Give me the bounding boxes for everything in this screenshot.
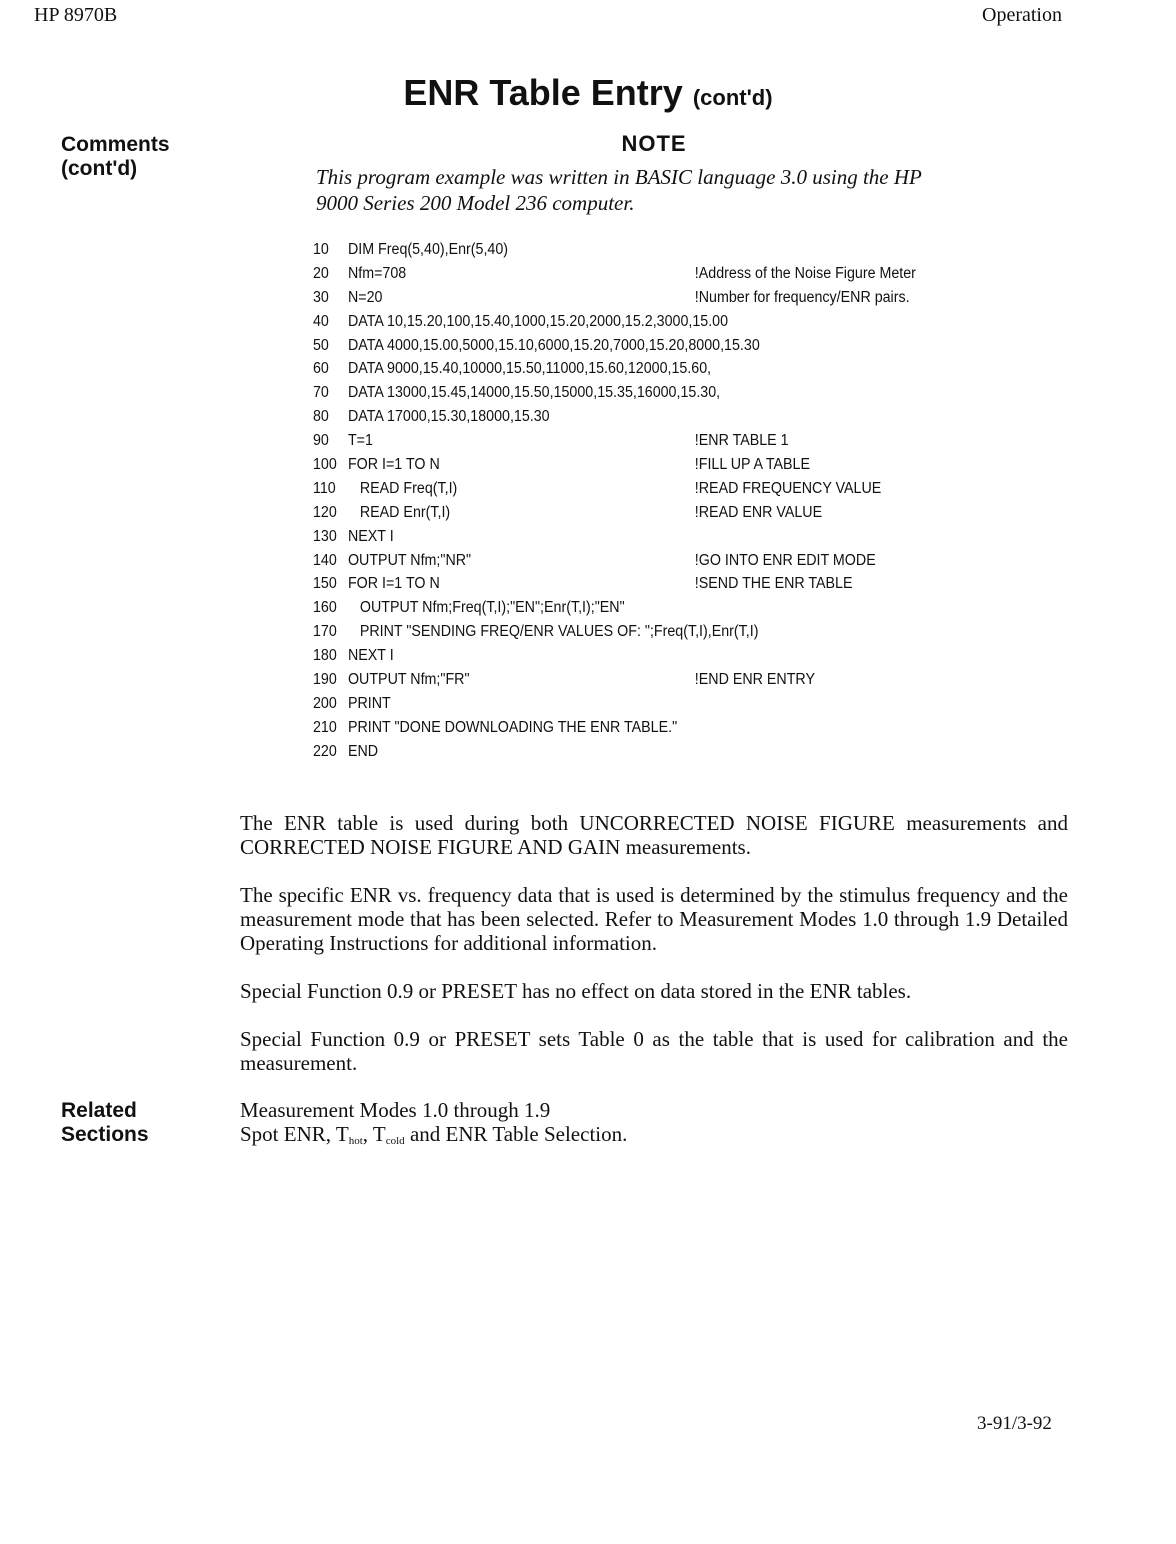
code-line	[313, 405, 1012, 429]
code-line-statement: DATA 17000,15.30,18000,15.30	[347, 408, 550, 426]
code-line-number: 220	[313, 742, 337, 760]
code-line-number: 60	[313, 360, 329, 378]
sidebar-related-heading	[61, 1099, 149, 1147]
code-line-comment: !READ ENR VALUE	[694, 503, 823, 521]
paragraph-2: The specific ENR vs. frequency data that is used is determined by the stimulus frequency and the measurement mode that has been selected. Refer to Measurement Modes 1.0 through 1.9 Detailed Operating Instructions for additional information.	[240, 883, 1068, 955]
code-line-number: 110	[313, 479, 336, 497]
related-item-spot-enr	[240, 1122, 1068, 1153]
code-line-number: 130	[313, 527, 337, 545]
note-line1: This program example was written in BASIC language 3.0 using the HP	[316, 165, 922, 189]
code-line-comment: !ENR TABLE 1	[694, 432, 789, 450]
code-line-statement: Nfm=708	[347, 264, 407, 282]
code-line-number: 200	[313, 694, 337, 712]
code-line	[313, 334, 1012, 358]
code-line-statement: PRINT "SENDING FREQ/ENR VALUES OF: ";Freq(T,I),Enr(T,I)	[347, 623, 759, 641]
code-line-number: 100	[313, 456, 337, 474]
code-line-statement: PRINT	[347, 694, 391, 712]
code-line	[313, 596, 1012, 620]
code-line	[313, 644, 1012, 668]
code-line-comment: !Address of the Noise Figure Meter	[694, 264, 916, 282]
code-line	[313, 381, 1012, 405]
related-sections-list	[240, 1098, 1068, 1153]
code-line-number: 70	[313, 384, 329, 402]
code-line-comment: !GO INTO ENR EDIT MODE	[694, 551, 876, 569]
note-line2: 9000 Series 200 Model 236 computer.	[316, 191, 635, 215]
code-line-number: 140	[313, 551, 337, 569]
code-line-number: 210	[313, 718, 337, 736]
paragraph-3: Special Function 0.9 or PRESET has no effect on data stored in the ENR tables.	[240, 979, 912, 1003]
code-line-statement: OUTPUT Nfm;"NR"	[347, 551, 472, 569]
code-line-number: 40	[313, 312, 329, 330]
code-line-statement: READ Freq(T,I)	[347, 479, 458, 497]
code-line	[313, 692, 1012, 716]
code-line	[313, 453, 1012, 477]
code-line-number: 120	[313, 503, 337, 521]
header-model: HP 8970B	[34, 4, 118, 26]
code-line-statement: DATA 10,15.20,100,15.40,1000,15.20,2000,15.2,3000,15.00	[347, 312, 729, 330]
sidebar-comments-heading	[61, 133, 170, 181]
related-line1-heading: Related	[61, 1099, 137, 1122]
code-line	[313, 238, 1012, 262]
related-cold-subscript: cold	[385, 1135, 405, 1147]
page-title-suffix: (cont'd)	[692, 85, 773, 110]
related-hot-subscript: hot	[348, 1135, 363, 1147]
related-line2-heading: Sections	[61, 1123, 149, 1146]
code-line-number: 30	[313, 288, 329, 306]
code-line-comment: !READ FREQUENCY VALUE	[694, 479, 882, 497]
comments-line1: Comments	[61, 133, 170, 156]
code-line-number: 190	[313, 671, 337, 689]
page-title	[0, 72, 1176, 114]
paragraph-4: Special Function 0.9 or PRESET sets Table 0 as the table that is used for calibration and the measurement.	[240, 1027, 1068, 1075]
code-line-statement: DATA 9000,15.40,10000,15.50,11000,15.60,12000,15.60,	[347, 360, 712, 378]
code-line-statement: END	[347, 742, 379, 760]
code-line	[313, 668, 1012, 692]
code-line	[313, 310, 1012, 334]
code-line-statement: DATA 4000,15.00,5000,15.10,6000,15.20,7000,15.20,8000,15.30	[347, 336, 760, 354]
code-line-statement: FOR I=1 TO N	[347, 456, 440, 474]
code-listing	[313, 238, 1012, 764]
related-sep: , T	[362, 1122, 386, 1146]
code-line-statement: PRINT "DONE DOWNLOADING THE ENR TABLE."	[347, 718, 678, 736]
code-line-statement: READ Enr(T,I)	[347, 503, 451, 521]
related-spot-suffix: and ENR Table Selection.	[404, 1122, 628, 1146]
code-line	[313, 262, 1012, 286]
code-line-comment: !Number for frequency/ENR pairs.	[694, 288, 910, 306]
code-line	[313, 740, 1012, 764]
code-line	[313, 477, 1012, 501]
code-line-statement: OUTPUT Nfm;Freq(T,I);"EN";Enr(T,I);"EN"	[347, 599, 625, 617]
code-line-statement: NEXT I	[347, 527, 394, 545]
code-line-comment: !SEND THE ENR TABLE	[694, 575, 853, 593]
note-body	[316, 164, 1016, 216]
code-line-number: 20	[313, 264, 329, 282]
code-line-number: 90	[313, 432, 329, 450]
code-line-statement: T=1	[347, 432, 373, 450]
comments-line2: (cont'd)	[61, 157, 138, 180]
page-title-main: ENR Table Entry	[403, 72, 683, 113]
code-line-number: 80	[313, 408, 329, 426]
code-line	[313, 572, 1012, 596]
code-line-number: 160	[313, 599, 337, 617]
code-line	[313, 286, 1012, 310]
code-line-statement: N=20	[347, 288, 383, 306]
related-item-measurement-modes: Measurement Modes 1.0 through 1.9	[240, 1098, 551, 1122]
code-line	[313, 620, 1012, 644]
header-section: Operation	[982, 4, 1062, 26]
code-line-comment: !END ENR ENTRY	[694, 671, 815, 689]
page-number: 3-91/3-92	[977, 1413, 1052, 1434]
code-line-number: 170	[313, 623, 337, 641]
paragraph-1: The ENR table is used during both UNCORRECTED NOISE FIGURE measurements and CORRECTED NOISE FIGURE AND GAIN measurements.	[240, 811, 1068, 859]
code-line	[313, 357, 1012, 381]
code-line	[313, 549, 1012, 573]
code-line-comment: !FILL UP A TABLE	[694, 456, 811, 474]
code-line-statement: DIM Freq(5,40),Enr(5,40)	[347, 241, 509, 258]
code-line	[313, 429, 1012, 453]
related-spot-prefix: Spot ENR, T	[240, 1122, 349, 1146]
code-line-number: 50	[313, 336, 329, 354]
code-line	[313, 525, 1012, 549]
code-line-statement: NEXT I	[347, 647, 394, 665]
code-line-statement: OUTPUT Nfm;"FR"	[347, 671, 470, 689]
code-line-statement: DATA 13000,15.45,14000,15.50,15000,15.35,16000,15.30,	[347, 384, 721, 402]
code-line	[313, 716, 1012, 740]
code-line-number: 10	[313, 241, 329, 258]
code-line-number: 180	[313, 647, 337, 665]
code-line-statement: FOR I=1 TO N	[347, 575, 440, 593]
code-line	[313, 501, 1012, 525]
note-heading: NOTE	[621, 131, 687, 156]
code-line-number: 150	[313, 575, 337, 593]
